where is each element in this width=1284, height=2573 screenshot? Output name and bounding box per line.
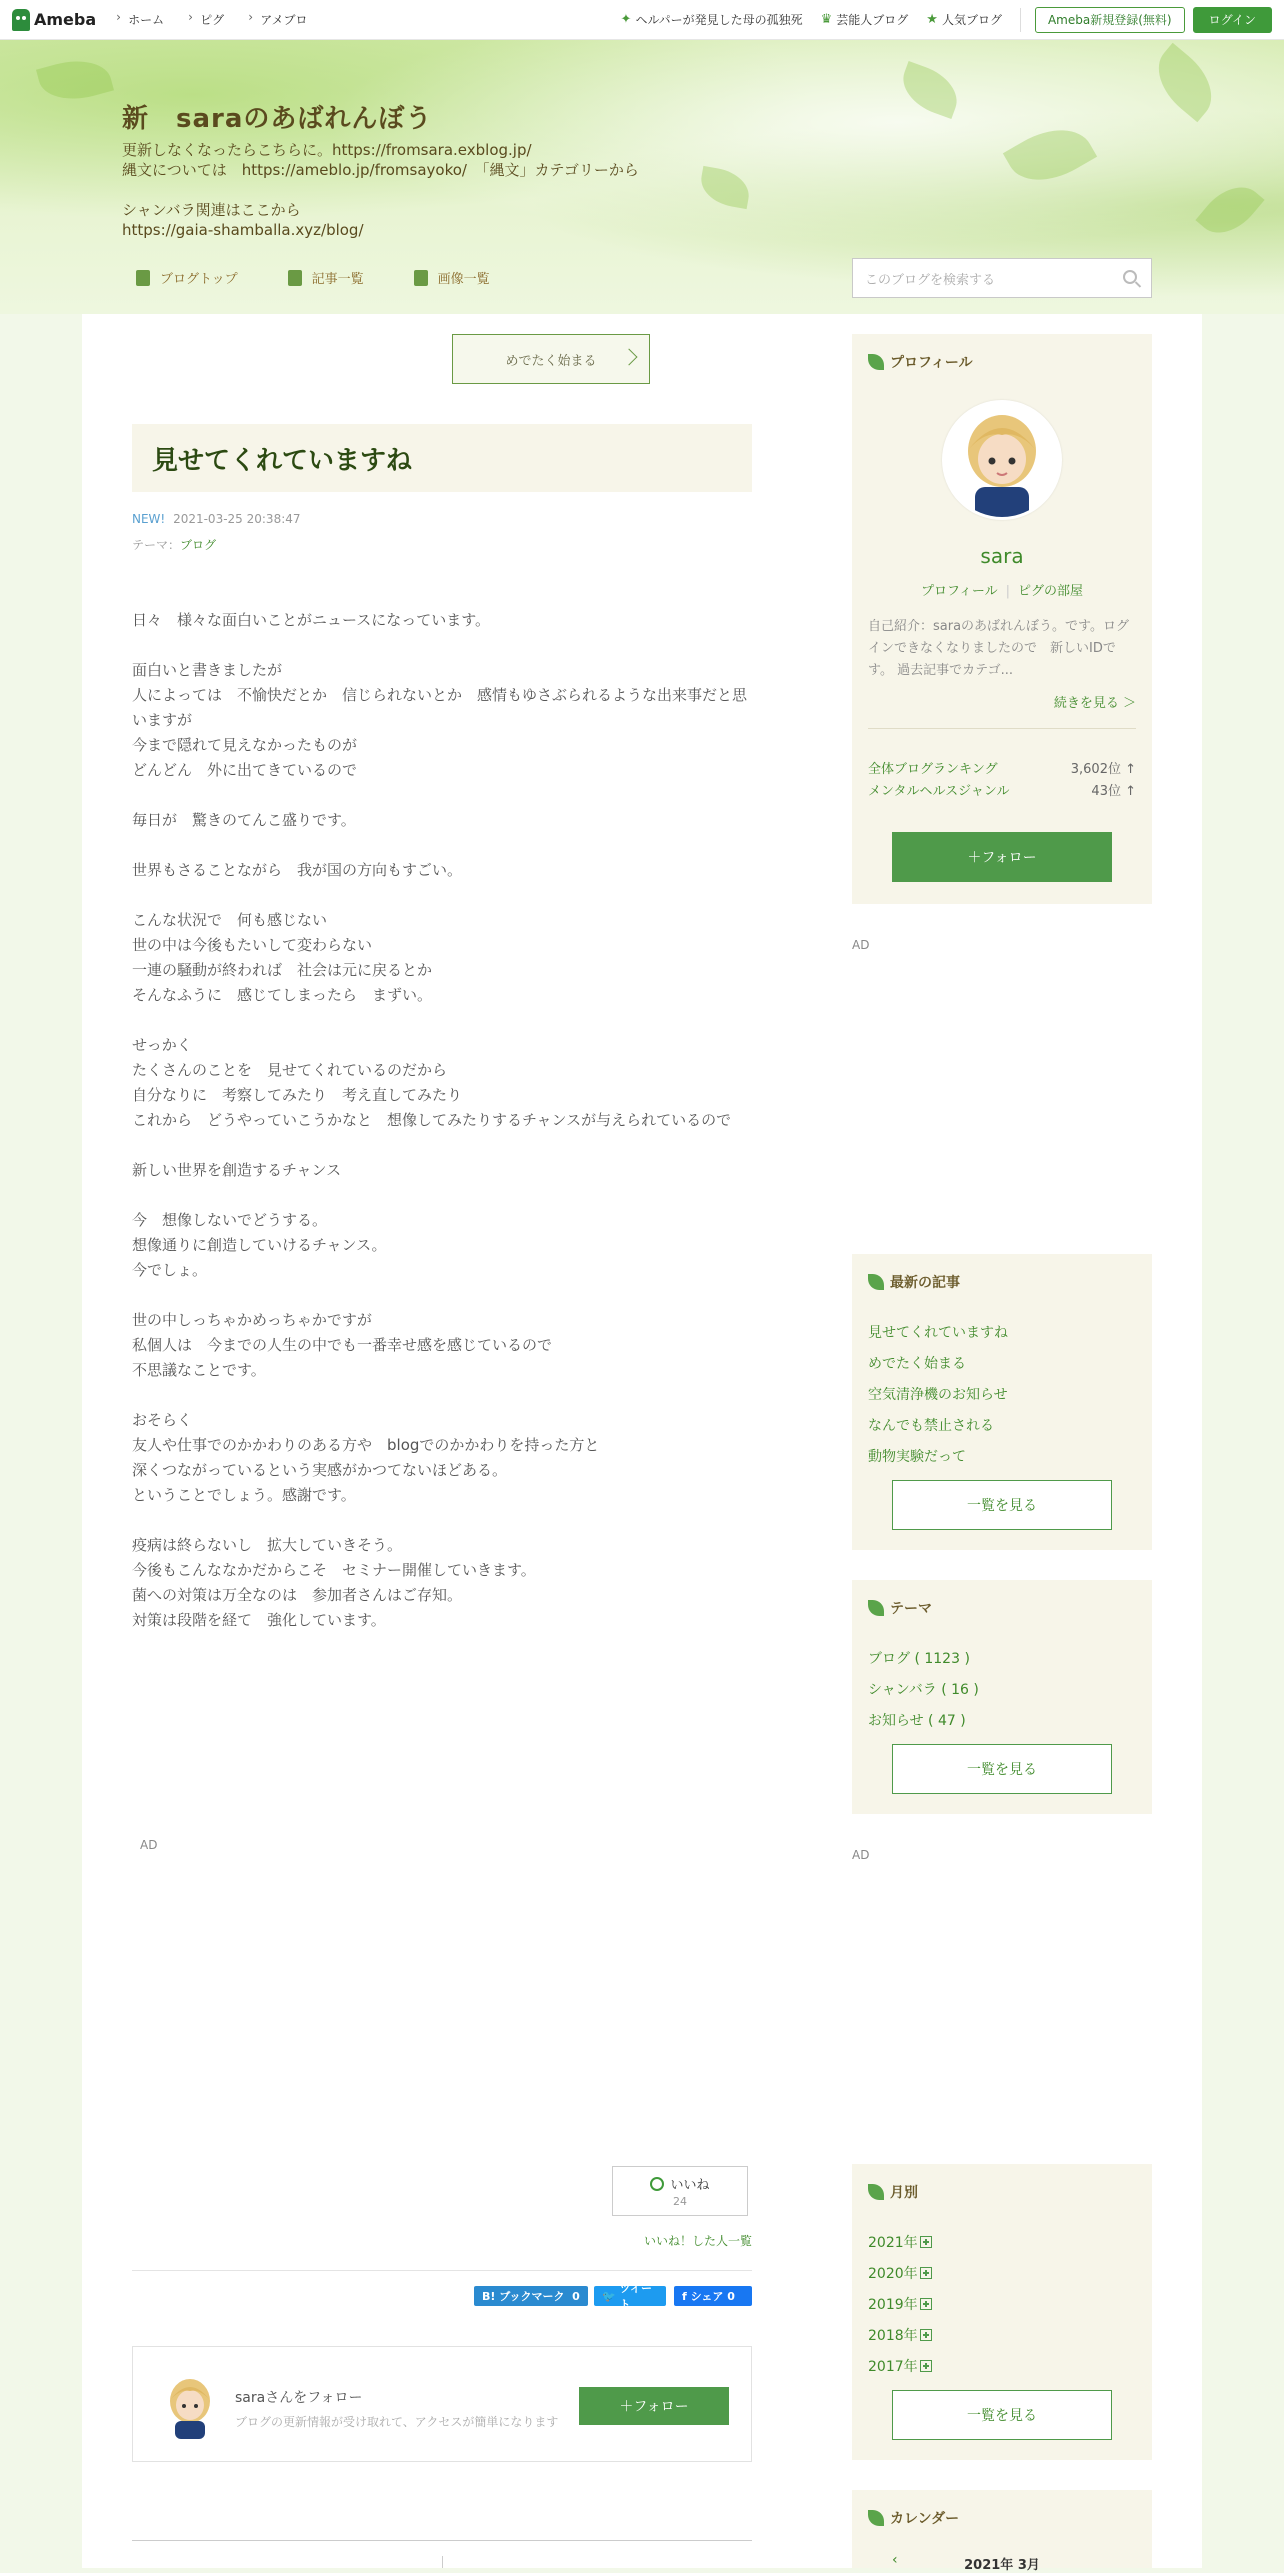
article-paragraph: 一連の騒動が終われば 社会は元に戻るとか: [132, 961, 433, 979]
pigg-room-link[interactable]: ピグの部屋: [1018, 584, 1084, 599]
leaf-icon: [868, 1600, 884, 1616]
star-icon: ★: [926, 12, 938, 27]
expand-icon[interactable]: [920, 2298, 932, 2310]
avatar-image: [945, 403, 1059, 517]
blog-description: 更新しなくなったらこちらに。https://fromsara.exblog.jp/ 縄文については https://ameblo.jp/fromsayoko/ 「縄文」カテゴリーから シャンバラ関連はここから https://gaia-shamballa.xyz/blog/: [122, 141, 639, 239]
prev-article-label: めでたく始まる: [505, 353, 597, 369]
camera-icon: [414, 270, 428, 286]
top-bar: [0, 0, 1284, 40]
year-label: 2021年: [868, 2235, 918, 2251]
smile-icon: [650, 2177, 664, 2191]
avatar: [159, 2373, 221, 2439]
sidebar-ad-label: AD: [852, 1848, 870, 1862]
year-label: 2017年: [868, 2359, 918, 2375]
article-paragraph: 対策は段階を経て 強化しています。: [132, 1611, 386, 1629]
leaf-decoration: [697, 166, 752, 209]
celebrity-blog-label: 芸能人ブログ: [836, 13, 909, 27]
chevron-right-icon: [621, 349, 638, 366]
article-paragraph: 不思議なことです。: [132, 1361, 266, 1379]
rank-all-value: 3,602位 ↑: [1070, 762, 1136, 777]
leaf-decoration: [36, 52, 114, 109]
follow-button[interactable]: ＋フォロー: [579, 2387, 729, 2425]
leaf-decoration: [1195, 174, 1264, 246]
facebook-count: 0: [727, 2289, 735, 2303]
celebrity-blog-link[interactable]: [821, 11, 909, 28]
profile-more-link[interactable]: 続きを見る ＞: [1053, 696, 1136, 711]
global-nav: [116, 11, 331, 28]
featured-link[interactable]: [621, 11, 803, 28]
facebook-share-button[interactable]: [674, 2286, 752, 2306]
rank-genre-label: メンタルヘルスジャンル: [868, 784, 1010, 799]
blog-header: [0, 40, 1284, 314]
article-paragraph: そんなふうに 感じてしまったら まずい。: [132, 986, 433, 1004]
article-paragraph: [132, 1383, 752, 1408]
recent-article-link[interactable]: なんでも禁止される: [868, 1418, 994, 1434]
leaf-icon: [868, 2510, 884, 2526]
theme-link[interactable]: お知らせ ( 47 ): [868, 1713, 966, 1729]
article-paragraph: たくさんのことを 見せてくれているのだから: [132, 1061, 448, 1079]
article-paragraph: せっかく: [132, 1036, 192, 1054]
article-paragraph: こんな状況で 何も感じない: [132, 911, 328, 929]
year-2021-link[interactable]: [868, 2232, 932, 2252]
article-paragraph: 今後もこんななかだからこそ セミナー開催していきます。: [132, 1561, 536, 1579]
profile-follow-button[interactable]: ＋フォロー: [892, 832, 1112, 882]
recent-see-all-button[interactable]: 一覧を見る: [892, 1480, 1112, 1530]
themes-heading: [868, 1598, 932, 1618]
rank-row-genre[interactable]: [868, 780, 1136, 799]
twitter-bird-icon: 🐦: [602, 2289, 616, 2303]
blog-search-input[interactable]: [852, 258, 1152, 298]
themes-see-all-button[interactable]: 一覧を見る: [892, 1744, 1112, 1794]
copy-icon: [288, 270, 302, 286]
calendar-month: 2021年 3月: [964, 2558, 1040, 2573]
expand-icon[interactable]: [920, 2236, 932, 2248]
theme-prefix: テーマ：: [132, 538, 181, 552]
theme-link[interactable]: ブログ ( 1123 ): [868, 1651, 970, 1667]
article-paragraph: [132, 783, 752, 808]
nav-blog-top[interactable]: [136, 268, 238, 287]
search-icon[interactable]: [1123, 270, 1137, 284]
expand-icon[interactable]: [920, 2267, 932, 2279]
login-button[interactable]: ログイン: [1193, 7, 1272, 33]
follow-subtitle: ブログの更新情報が受け取れて、アクセスが簡単になります: [235, 2415, 559, 2429]
article-paragraph: ということでしょう。感謝です。: [132, 1486, 356, 1504]
article-paragraph: 人によっては 不愉快だとか 信じられないとか 感情もゆさぶられるような出来事だと思いますが: [132, 686, 748, 729]
hatena-count: 0: [572, 2289, 580, 2303]
article-meta: [132, 512, 301, 526]
register-button[interactable]: Ameba新規登録(無料): [1035, 7, 1185, 33]
ad-label: AD: [140, 1838, 158, 1852]
sidebar-ad-label: AD: [852, 938, 870, 952]
recent-heading: [868, 1272, 960, 1292]
new-badge: NEW!: [132, 512, 166, 526]
leaf-icon: [868, 2184, 884, 2200]
facebook-icon: f: [682, 2289, 687, 2303]
divider: [1020, 8, 1021, 32]
year-label: 2019年: [868, 2297, 918, 2313]
expand-icon[interactable]: [920, 2329, 932, 2341]
article-paragraph: 今 想像しないでどうする。: [132, 1211, 328, 1229]
year-2020-link[interactable]: [868, 2263, 932, 2283]
prev-article-button[interactable]: [452, 334, 650, 384]
nav-image-list[interactable]: [414, 268, 490, 287]
profile-card: [852, 334, 1152, 904]
hatena-label: B! ブックマーク: [482, 2290, 565, 2303]
nav-pigg[interactable]: › ピグ: [188, 11, 224, 28]
like-button[interactable]: [612, 2166, 748, 2216]
theme-link[interactable]: ブログ: [180, 538, 217, 552]
follow-title: saraさんをフォロー: [235, 2390, 363, 2406]
article-paragraph: 深くつながっているという実感がかつてないほどある。: [132, 1461, 508, 1479]
profile-avatar[interactable]: [942, 400, 1062, 520]
rank-row-all[interactable]: [868, 758, 1136, 777]
nav-article-list-label: 記事一覧: [311, 272, 364, 287]
year-label: 2020年: [868, 2266, 918, 2282]
article-paragraph: [132, 883, 752, 908]
year-label: 2018年: [868, 2328, 918, 2344]
crown-icon: ♛: [820, 12, 833, 27]
monthly-see-all-button[interactable]: 一覧を見る: [892, 2390, 1112, 2440]
recent-article-link[interactable]: 空気清浄機のお知らせ: [868, 1387, 1008, 1403]
blog-title[interactable]: 新 saraのあばれんぼう: [122, 104, 433, 134]
article-paragraph: 世の中しっちゃかめっちゃかですが: [132, 1311, 372, 1329]
themes-card: [852, 1580, 1152, 1814]
year-2018-link[interactable]: [868, 2325, 932, 2345]
divider: [132, 2540, 752, 2541]
hatena-bookmark-button[interactable]: [474, 2286, 588, 2306]
recent-articles-card: [852, 1254, 1152, 1550]
article-paragraph: 今でしょ。: [132, 1261, 208, 1279]
article-paragraph: 疫病は終らないし 拡大していきそう。: [132, 1536, 403, 1554]
year-2019-link[interactable]: [868, 2294, 932, 2314]
leaf-icon: [868, 354, 884, 370]
article-paragraph: [132, 1508, 752, 1533]
article-paragraph: 世界もさることながら 我が国の方向もすごい。: [132, 861, 463, 879]
leaf-decoration: [1144, 43, 1227, 122]
divider: [442, 2556, 443, 2568]
year-2017-link[interactable]: [868, 2356, 932, 2376]
theme-link[interactable]: シャンバラ ( 16 ): [868, 1682, 979, 1698]
article-paragraph: [132, 1183, 752, 1208]
article-paragraph: 菌への対策は万全なのは 参加者さんはご存知。: [132, 1586, 463, 1604]
featured-link-label: ヘルパーが発見した母の孤独死: [635, 13, 803, 27]
article-paragraph: 自分なりに 考察してみたり 考え直してみたり: [132, 1086, 463, 1104]
expand-icon[interactable]: [920, 2360, 932, 2372]
profile-intro: 自己紹介：saraのあばれんぼう。です。ログインできなくなりましたので 新しいIDです。 過去記事でカテゴ...: [868, 619, 1130, 678]
profile-links: [852, 580, 1152, 599]
rank-genre-value: 43位 ↑: [1091, 784, 1136, 799]
article-paragraph: 私個人は 今までの人生の中でも一番幸せ感を感じているので: [132, 1336, 553, 1354]
article-theme: [132, 536, 216, 553]
article-paragraph: おそらく: [132, 1411, 193, 1429]
monthly-heading-label: 月別: [890, 2185, 918, 2201]
article-paragraph: 日々 様々な面白いことがニュースになっています。: [132, 611, 491, 629]
follow-box: [132, 2346, 752, 2462]
article-paragraph: 友人や仕事でのかかわりのある方や blogでのかかわりを持った方と: [132, 1436, 600, 1454]
ameba-logo[interactable]: [12, 9, 96, 31]
monthly-archive-card: [852, 2164, 1152, 2460]
article-paragraph: [132, 633, 752, 658]
article-paragraph: 毎日が 驚きのてんこ盛りです。: [132, 811, 356, 829]
divider: [132, 2270, 752, 2271]
divider: |: [1005, 584, 1011, 599]
article-paragraph: 新しい世界を創造するチャンス: [132, 1161, 342, 1179]
nav-article-list[interactable]: [288, 268, 364, 287]
article-paragraph: [132, 1133, 752, 1158]
recent-article-link[interactable]: めでたく始まる: [868, 1356, 966, 1372]
monthly-heading: [868, 2182, 918, 2202]
search-placeholder: このブログを検索する: [865, 272, 996, 288]
calendar-heading: [868, 2508, 959, 2528]
article-paragraph: 面白いと書きましたが: [132, 661, 283, 679]
profile-name[interactable]: sara: [980, 544, 1024, 568]
article-paragraph: [132, 1283, 752, 1308]
article-title[interactable]: 見せてくれていますね: [132, 424, 752, 492]
like-label: いいね: [670, 2178, 710, 2193]
themes-heading-label: テーマ: [890, 1601, 932, 1617]
article-paragraph: [132, 833, 752, 858]
blog-nav: [136, 268, 540, 287]
article-paragraph: 世の中は今後もたいして変わらない: [132, 936, 373, 954]
leaf-decoration: [895, 61, 965, 119]
article-paragraph: 今まで隠れて見えなかったものが: [132, 736, 358, 754]
ameba-logo-icon: [12, 9, 30, 31]
article-paragraph: これから どうやっていこうかなと 想像してみたりするチャンスが与えられているので: [132, 1111, 732, 1129]
profile-link[interactable]: プロフィール: [920, 584, 998, 599]
tweet-button[interactable]: [594, 2282, 666, 2311]
article-date: 2021-03-25 20:38:47: [173, 512, 301, 526]
nav-home[interactable]: › ホーム: [116, 11, 164, 28]
profile-heading: [868, 352, 973, 372]
nav-ameblo[interactable]: › アメブロ: [248, 11, 307, 28]
nav-blog-top-label: ブログトップ: [160, 272, 238, 287]
recent-article-link[interactable]: 動物実験だって: [868, 1449, 966, 1465]
calendar-prev-icon[interactable]: ‹: [892, 2552, 898, 2568]
like-list-link[interactable]: いいね！した人一覧: [644, 2234, 753, 2248]
rank-all-label: 全体ブログランキング: [868, 762, 998, 777]
facebook-label: シェア: [690, 2290, 724, 2303]
calendar-heading-label: カレンダー: [890, 2511, 960, 2527]
leaf-decoration: [1003, 113, 1097, 196]
popular-blog-link[interactable]: [926, 11, 1002, 28]
nav-image-list-label: 画像一覧: [437, 272, 490, 287]
leaf-icon: [868, 1274, 884, 1290]
logo-text: Ameba: [34, 10, 97, 29]
tweet-label: ツイート: [619, 2282, 652, 2311]
profile-heading-label: プロフィール: [890, 355, 973, 371]
article-paragraph: どんどん 外に出てきているので: [132, 761, 358, 779]
sparkle-icon: ✦: [620, 12, 632, 27]
popular-blog-label: 人気ブログ: [941, 13, 1002, 27]
document-icon: [136, 270, 150, 286]
article-paragraph: 想像通りに創造していけるチャンス。: [132, 1236, 387, 1254]
calendar-card: [852, 2490, 1152, 2573]
article-paragraph: [132, 1008, 752, 1033]
like-count: 24: [673, 2195, 687, 2208]
recent-article-link[interactable]: 見せてくれていますね: [868, 1325, 1008, 1341]
recent-heading-label: 最新の記事: [890, 1275, 960, 1291]
article-body: [132, 608, 752, 1633]
divider: [868, 728, 1136, 729]
